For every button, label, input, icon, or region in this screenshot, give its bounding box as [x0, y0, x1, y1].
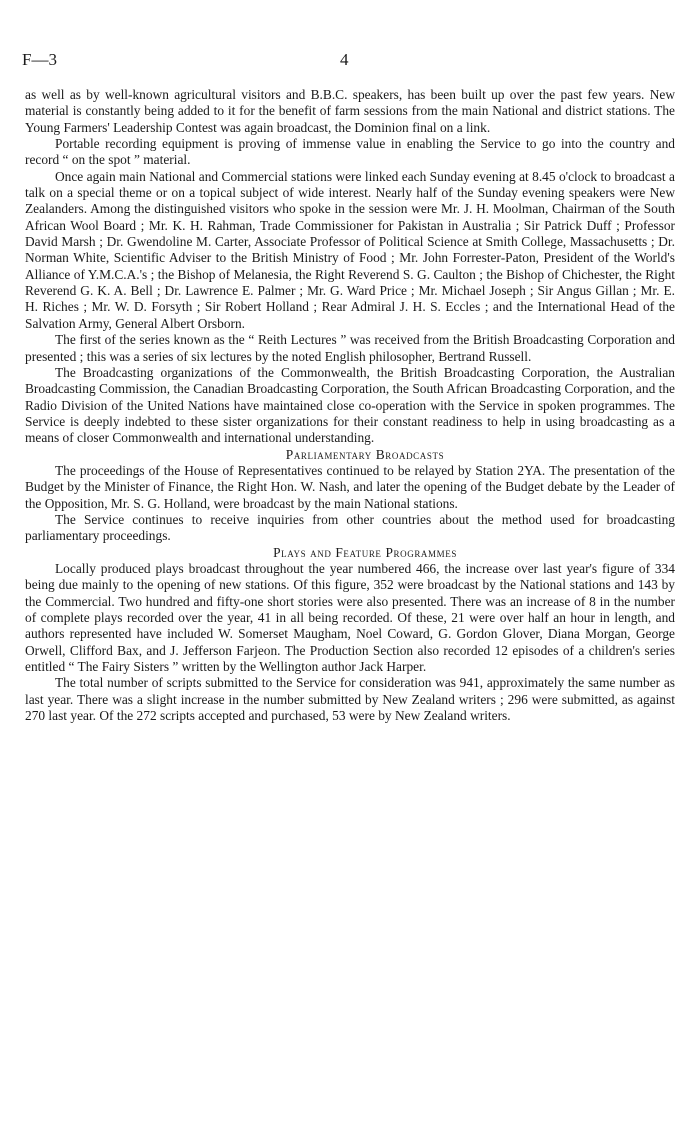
- paragraph: Portable recording equipment is proving of immense value in enabling the Service to go into the country and record “ on the spot ” material.: [25, 136, 675, 168]
- paragraph: The proceedings of the House of Representatives continued to be relayed by Station 2YA. The presentation of the Budget by the Minister of Finance, the Right Hon. W. Nash, and later the opening of the Budget debate by the Leader of the Opposition, Mr. S. G. Holland, were broadcast by the main National stations.: [25, 462, 675, 511]
- paragraph: The Service continues to receive inquiries from other countries about the method used for broadcasting parliamentary proceedings.: [25, 511, 675, 544]
- paragraph: Once again main National and Commercial stations were linked each Sunday evening at 8.45 o'clock to broadcast a talk on a special theme or on a topical subject of wide interest. Nearly half of the Sunday evening speakers were New Zealanders. Among the distinguished visitors who spoke in the session were Mr. J. H. Moolman, Chairman of the South African Wool Board ; Mr. K. H. Rahman, Trade Commissioner for Pakistan in Australia ; Sir Patrick Duff ; Professor David Marsh ; Dr. Gwendoline M. Carter, Associate Professor of Political Science at Smith College, Massachusetts ; Dr. Norman White, Scientific Adviser to the British Ministry of Food ; Mr. John Forrester-Paton, President of the World's Alliance of Y.M.C.A.'s ; the Bishop of Melanesia, the Right Reverend S. G. Caulton ; the Bishop of Chichester, the Right Reverend G. K. A. Bell ; Dr. Lawrence E. Palmer ; Mr. G. Ward Price ; Mr. Michael Joseph ; Sir Angus Gillan ; Mr. E. H. Riches ; Mr. W. D. Forsyth ; Sir Robert Holland ; Rear Admiral J. H. S. Eccles ; and the International Head of the Salvation Army, General Albert Orsborn.: [25, 168, 675, 331]
- paragraph: as well as by well-known agricultural visitors and B.B.C. speakers, has been built up over the past few years. New material is constantly being added to it for the benefit of farm sessions from the main National and district stations. The Young Farmers' Leadership Contest was again broadcast, the Dominion final on a link.: [25, 87, 675, 135]
- paragraph: The Broadcasting organizations of the Commonwealth, the British Broadcasting Corporation, the Australian Broadcasting Commission, the Canadian Broadcasting Corporation, the South African Broadcasting Corporation, and the Radio Division of the United Nations have maintained close co-operation with the Service in spoken programmes. The Service is deeply indebted to these sister organizations for their constant readiness to help in using broadcasting as a means of closer Commonwealth and international understanding.: [25, 364, 675, 446]
- section-code: F—3: [22, 50, 57, 69]
- paragraph: Locally produced plays broadcast throughout the year numbered 466, the increase over last year's figure of 334 being due mainly to the opening of new stations. Of this figure, 352 were broadcast by the National stations and 143 by the Commercial. Two hundred and fifty-one short stories were also presented. There was an increase of 8 in the number of complete plays recorded over the year, 41 in all being recorded. Of these, 21 were over half an hour in length, and authors represented have included W. Somerset Maugham, Noel Coward, G. Gordon Glover, Diana Morgan, George Orwell, Clifford Bax, and J. Jefferson Farjeon. The Production Section also recorded 12 episodes of a children's series entitled “ The Fairy Sisters ” written by the Wellington author Jack Harper.: [25, 560, 675, 675]
- paragraph: The first of the series known as the “ Reith Lectures ” was received from the British Broadcasting Corporation and presented ; this was a series of six lectures by the noted English philosopher, Bertrand Russell.: [25, 332, 675, 364]
- page-number: 4: [340, 50, 349, 69]
- section-heading-plays: Plays and Feature Programmes: [273, 544, 457, 560]
- body-text: [25, 87, 675, 724]
- paragraph: The total number of scripts submitted to the Service for consideration was 941, approximately the same number as last year. There was a slight increase in the number submitted by New Zealand writers ; 296 were submitted, as against 270 last year. Of the 272 scripts accepted and purchased, 53 were by New Zealand writers.: [25, 675, 675, 724]
- section-heading-parliamentary: Parliamentary Broadcasts: [285, 446, 445, 462]
